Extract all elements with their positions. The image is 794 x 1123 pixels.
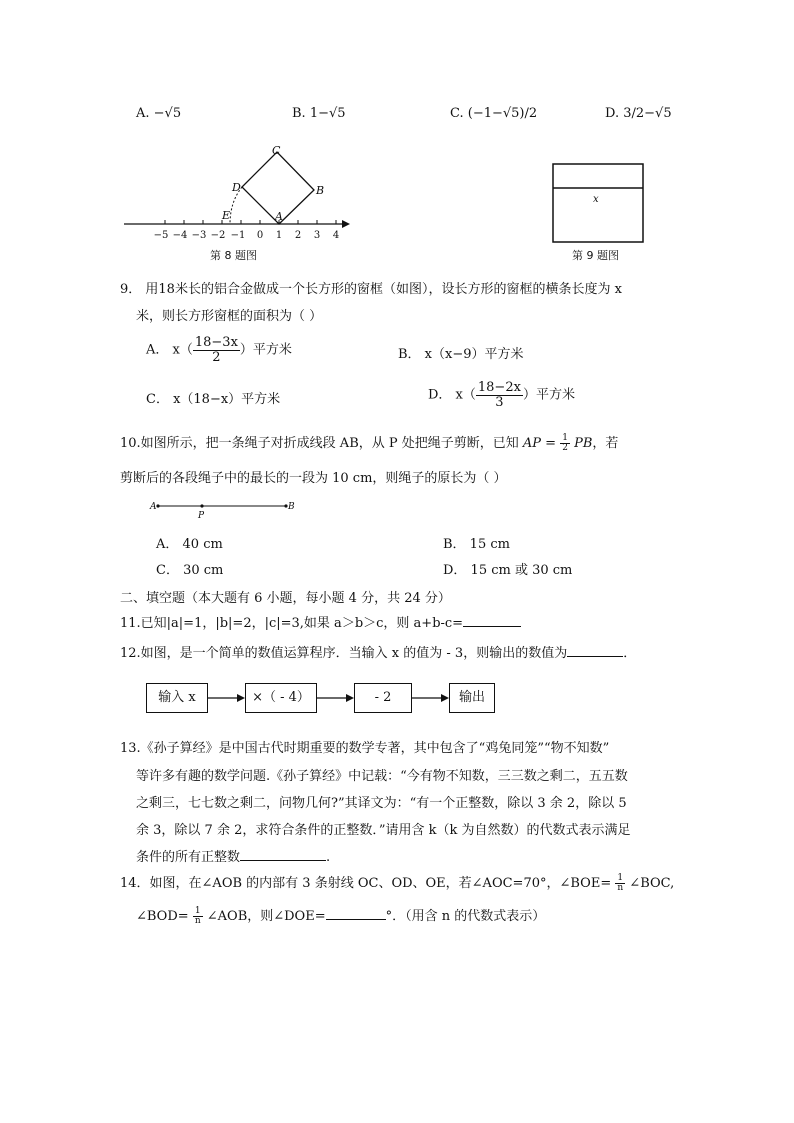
point-b-label: B — [316, 184, 325, 197]
q13-line1: 13.《孙子算经》是中国古代时期重要的数学专著，其中包含了“鸡兔同笼”“物不知数” — [120, 741, 610, 756]
tick-label: −2 — [210, 230, 226, 241]
point-c-label: C — [272, 144, 281, 157]
arrow-1 — [237, 694, 245, 702]
tick-label: −1 — [230, 230, 246, 241]
q8-figure — [118, 144, 358, 264]
section-2-heading: 二、填空题（本大题有 6 小题，每小题 4 分，共 24 分） — [120, 591, 451, 606]
q10-option-d: D． 15 cm 或 30 cm — [443, 563, 573, 578]
q10-segment-figure — [148, 498, 298, 520]
flow-arrows — [206, 690, 451, 710]
q11-answer-blank — [463, 626, 521, 627]
tick-label: 2 — [294, 230, 302, 241]
q9-option-d: D． x（ $\frac{18-2x}{3}$ ）平方米 — [428, 380, 575, 410]
q13-line5: 条件的所有正整数 . — [136, 850, 331, 865]
q13-line4: 余 3，除以 7 余 2，求符合条件的正整数．”请用含 k（k 为自然数）的代数式表示满足 — [136, 823, 631, 838]
q14-answer-blank — [326, 919, 386, 920]
tick-label: −4 — [172, 230, 188, 241]
q9-figure — [548, 160, 652, 264]
q10-option-a: A． 40 cm — [156, 537, 223, 552]
q9-figure-caption: 第 9 题图 — [572, 249, 619, 262]
arrow-2 — [346, 694, 354, 702]
q13-answer-blank — [240, 860, 326, 861]
q14-line1: 14．如图，在∠AOB 的内部有 3 条射线 OC、OD、OE，若∠AOC=70°，∠BOE= $\frac{1}{n}$ ∠BOC, — [120, 872, 675, 893]
q10-stem-line2: 剪断后的各段绳子中的最长的一段为 10 cm，则绳子的原长为（ ） — [120, 471, 507, 486]
point-a-label: A — [275, 210, 283, 223]
flow-box-subtract: - 2 — [354, 683, 412, 713]
point-e-label: E — [222, 209, 231, 222]
flow-box-input: 输入 x — [146, 683, 208, 713]
q10-option-b: B． 15 cm — [443, 537, 510, 552]
q9-option-a: A． x（ $\frac{18-3x}{2}$ ）平方米 — [146, 335, 292, 365]
segment-b-label: B — [288, 502, 295, 512]
tick-label: −5 — [153, 230, 169, 241]
tick-label: −3 — [191, 230, 207, 241]
q8-option-a: A. −√5 — [136, 106, 182, 121]
q8-option-b: B. 1−√5 — [292, 106, 346, 121]
q11-stem: 11.已知|a|=1，|b|=2，|c|=3,如果 a＞b＞c，则 a+b-c= — [120, 612, 521, 631]
q8-option-d: D. 3/2−√5 — [605, 106, 672, 121]
q12-answer-blank — [567, 656, 623, 657]
tick-label: 1 — [275, 230, 283, 241]
flow-box-output: 输出 — [449, 683, 495, 713]
point-d-label: D — [232, 181, 241, 194]
number-line-arrow — [342, 220, 350, 228]
arrow-3 — [441, 694, 449, 702]
flow-box-multiply: ×（ - 4） — [245, 683, 317, 713]
q9-option-c: C． x（18−x）平方米 — [146, 392, 281, 407]
tick-label: 3 — [313, 230, 321, 241]
q8-figure-caption: 第 8 题图 — [210, 249, 257, 262]
q9-stem-line1: 9． 用18米长的铝合金做成一个长方形的窗框（如图），设长方形的窗框的横条长度为 x — [120, 282, 622, 297]
q8-option-c: C. (−1−√5)/2 — [450, 106, 538, 121]
q9-stem-line2: 米，则长方形窗框的面积为（ ） — [136, 309, 323, 324]
segment-p-label: P — [198, 511, 205, 520]
number-line-ticks — [165, 220, 336, 224]
q12-stem: 12.如图，是一个简单的数值运算程序．当输入 x 的值为 - 3，则输出的数值为 ． — [120, 646, 637, 661]
q9-option-b: B． x（x−9）平方米 — [398, 347, 524, 362]
crossbar-x-label: x — [593, 194, 599, 205]
tick-label: 4 — [332, 230, 340, 241]
q13-line3: 之剩三，七七数之剩二，问物几何?”其译文为：“有一个正整数，除以 3 余 2，除以 5 — [136, 796, 627, 811]
tick-label: 0 — [256, 230, 264, 241]
segment-a-label: A — [150, 502, 157, 512]
q14-line2: ∠BOD= $\frac{1}{n}$ ∠AOB，则∠DOE= °．（用含 n 的代数式表示） — [136, 905, 546, 926]
q10-option-c: C． 30 cm — [156, 563, 224, 578]
q10-stem-line1: 10.如图所示，把一条绳子对折成线段 AB，从 P 处把绳子剪断，已知 AP = $\frac{1}{2}$ PB，若 — [120, 432, 619, 453]
q13-line2: 等许多有趣的数学问题.《孙子算经》中记载：“今有物不知数，三三数之剩二，五五数 — [136, 769, 628, 784]
